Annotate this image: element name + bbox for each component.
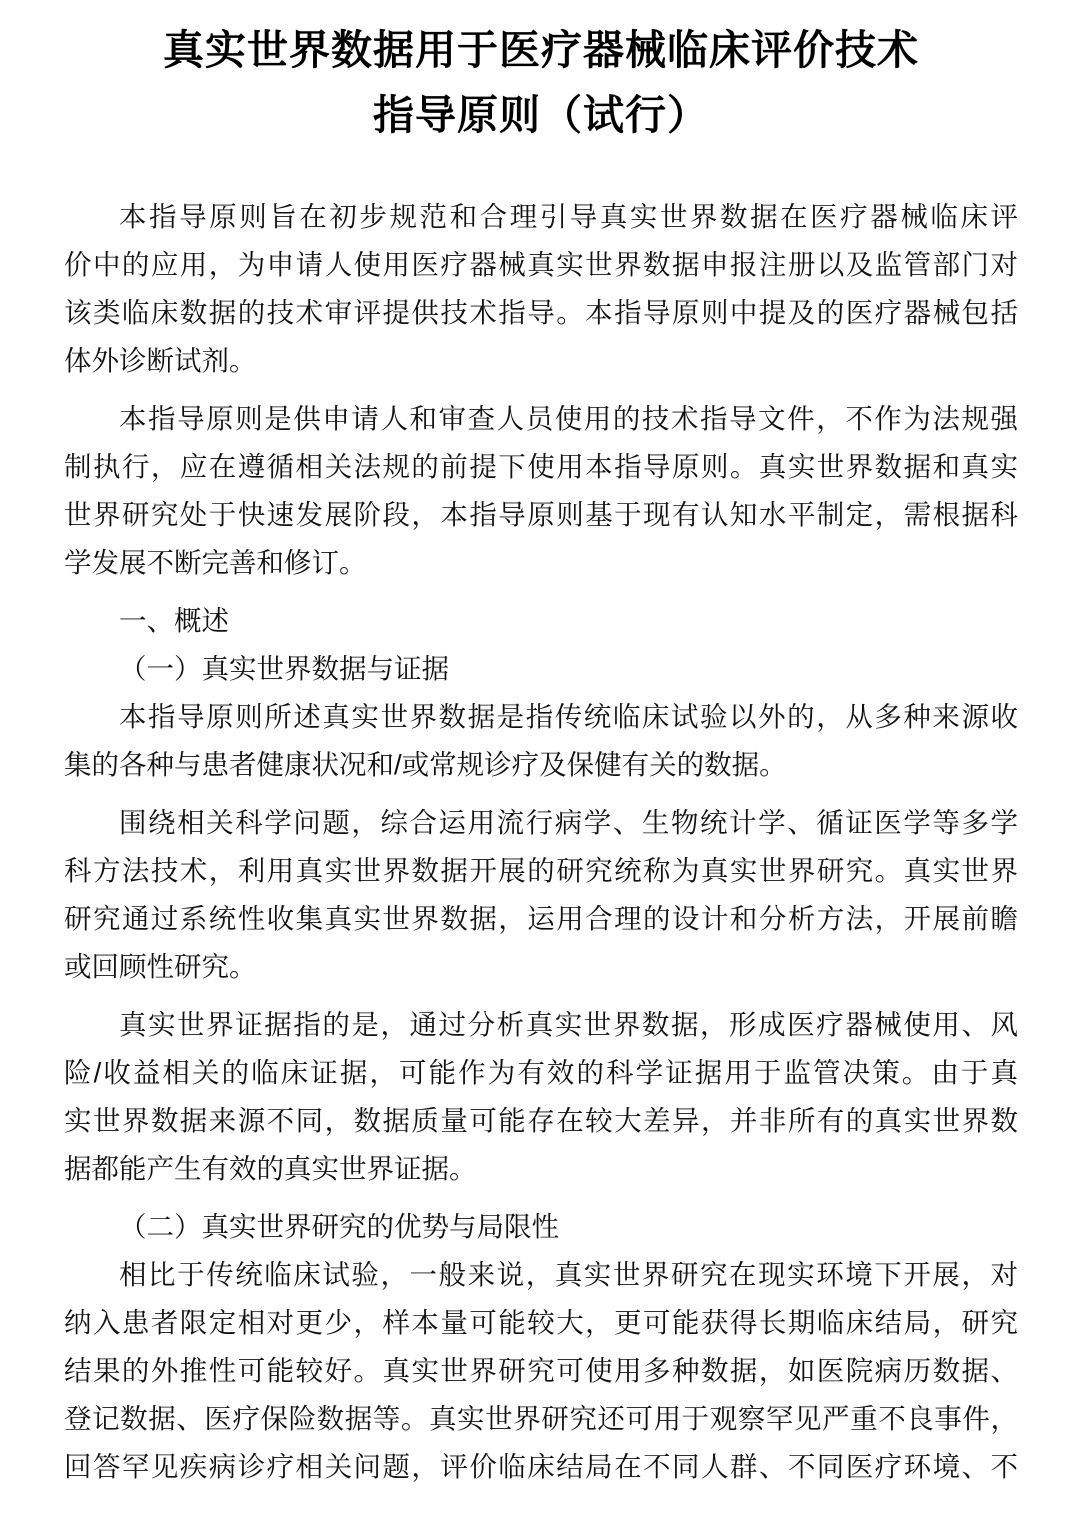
text-line: 相比于传统临床试验，一般来说，真实世界研究在现实环境下开展，对 bbox=[119, 1259, 1018, 1290]
document-body bbox=[64, 193, 1018, 1491]
text-line: 本指导原则是供申请人和审查人员使用的技术指导文件，不作为法规强 bbox=[119, 403, 1018, 434]
text-line: 或回顾性研究。 bbox=[64, 951, 257, 982]
text-line: 学发展不断完善和修订。 bbox=[64, 547, 367, 578]
text-line: 该类临床数据的技术审评提供技术指导。本指导原则中提及的医疗器械包括 bbox=[64, 297, 1018, 328]
document-title-line-1: 真实世界数据用于医疗器械临床评价技术 bbox=[163, 27, 919, 73]
text-line: 研究通过系统性收集真实世界数据，运用合理的设计和分析方法，开展前瞻 bbox=[64, 903, 1018, 934]
heading-level-2 bbox=[64, 1203, 1018, 1251]
text-line: 回答罕见疾病诊疗相关问题，评价临床结局在不同人群、不同医疗环境、不 bbox=[64, 1451, 1018, 1482]
text-line: 制执行，应在遵循相关法规的前提下使用本指导原则。真实世界数据和真实 bbox=[64, 451, 1018, 482]
paragraph bbox=[64, 193, 1018, 385]
text-line: 真实世界证据指的是，通过分析真实世界数据，形成医疗器械使用、风 bbox=[119, 1009, 1018, 1040]
text-line: 体外诊断试剂。 bbox=[64, 345, 257, 376]
text-line: 科方法技术，利用真实世界数据开展的研究统称为真实世界研究。真实世界 bbox=[64, 855, 1018, 886]
paragraph bbox=[64, 1251, 1018, 1491]
text-line: 一、概述 bbox=[119, 605, 229, 636]
text-line: 据都能产生有效的真实世界证据。 bbox=[64, 1153, 477, 1184]
paragraph bbox=[64, 395, 1018, 587]
text-line: 险/收益相关的临床证据，可能作为有效的科学证据用于监管决策。由于真 bbox=[64, 1057, 1018, 1088]
heading-level-1 bbox=[64, 597, 1018, 645]
text-line: （二）真实世界研究的优势与局限性 bbox=[119, 1211, 559, 1242]
heading-level-2 bbox=[64, 645, 1018, 693]
text-line: 本指导原则所述真实世界数据是指传统临床试验以外的，从多种来源收 bbox=[119, 701, 1018, 732]
document-title-line-2: 指导原则（试行） bbox=[373, 92, 709, 138]
text-line: 价中的应用，为申请人使用医疗器械真实世界数据申报注册以及监管部门对 bbox=[64, 249, 1018, 280]
text-line: 实世界数据来源不同，数据质量可能存在较大差异，并非所有的真实世界数 bbox=[64, 1105, 1018, 1136]
text-line: 纳入患者限定相对更少，样本量可能较大，更可能获得长期临床结局，研究 bbox=[64, 1307, 1018, 1338]
text-line: 围绕相关科学问题，综合运用流行病学、生物统计学、循证医学等多学 bbox=[119, 807, 1018, 838]
text-line: 结果的外推性可能较好。真实世界研究可使用多种数据，如医院病历数据、 bbox=[64, 1355, 1018, 1386]
document-title bbox=[64, 18, 1018, 148]
paragraph bbox=[64, 799, 1018, 991]
text-line: 集的各种与患者健康状况和/或常规诊疗及保健有关的数据。 bbox=[64, 749, 787, 780]
paragraph bbox=[64, 693, 1018, 789]
paragraph bbox=[64, 1001, 1018, 1193]
text-line: 登记数据、医疗保险数据等。真实世界研究还可用于观察罕见严重不良事件， bbox=[64, 1403, 1018, 1434]
text-line: （一）真实世界数据与证据 bbox=[119, 653, 449, 684]
text-line: 本指导原则旨在初步规范和合理引导真实世界数据在医疗器械临床评 bbox=[119, 201, 1018, 232]
text-line: 世界研究处于快速发展阶段，本指导原则基于现有认知水平制定，需根据科 bbox=[64, 499, 1018, 530]
